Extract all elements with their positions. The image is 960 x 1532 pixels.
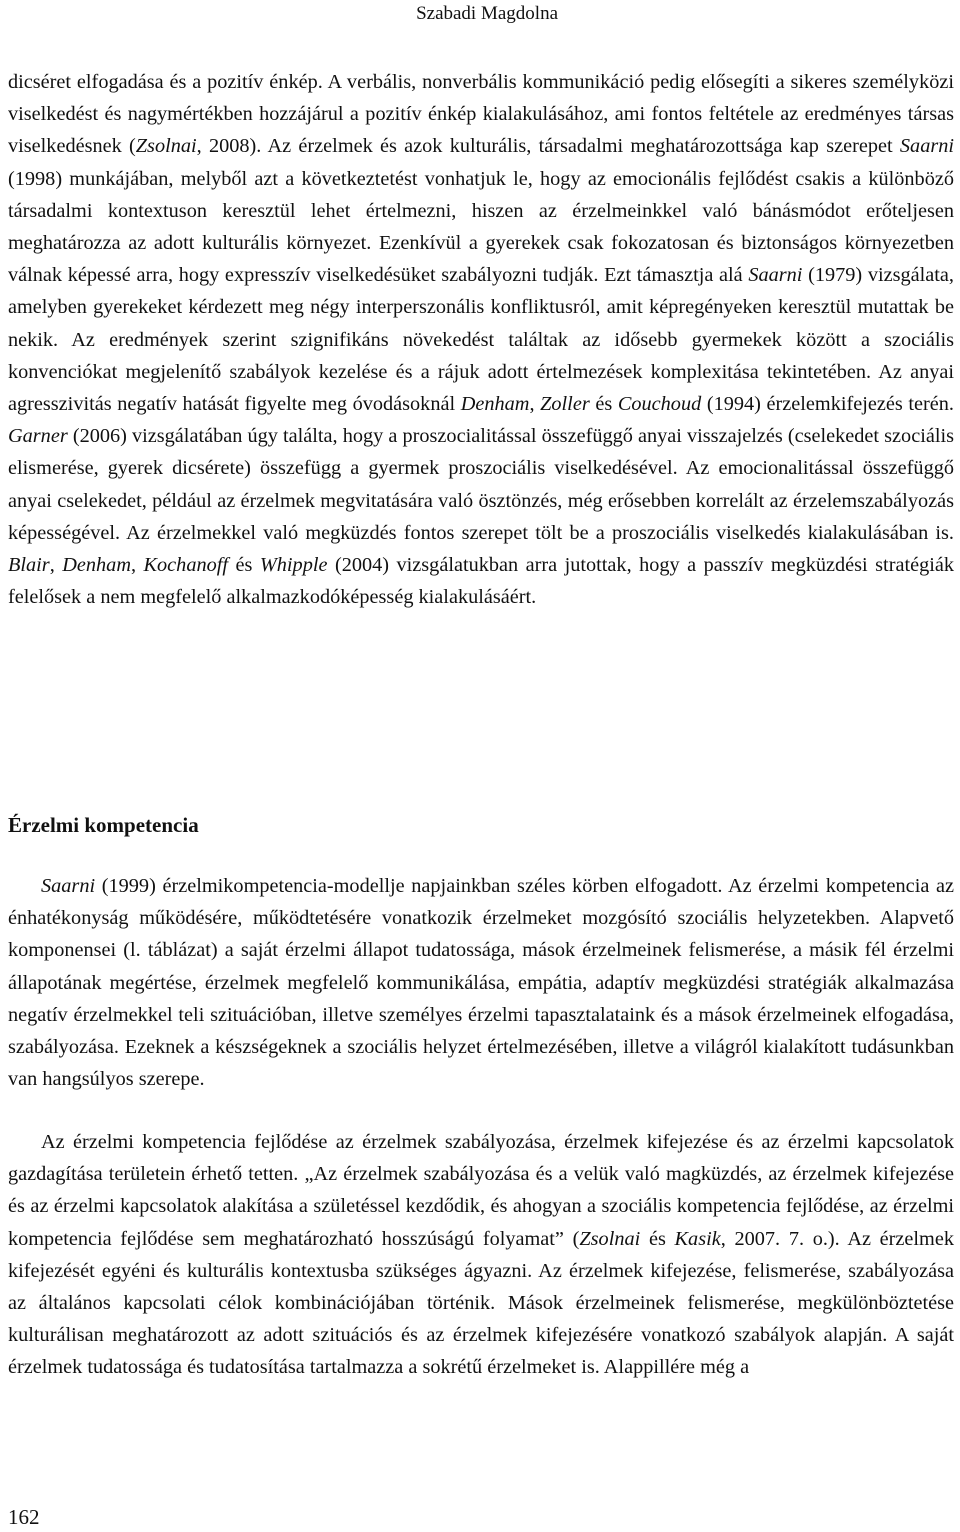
running-head: Szabadi Magdolna — [416, 3, 558, 24]
citation-name: Couchoud — [617, 393, 702, 416]
text-run: , 2008). Az érzelmek és azok kulturális, társadalmi meghatározottsága kap szerepet — [196, 135, 900, 158]
text-run: és — [589, 393, 618, 416]
text-run: , — [49, 554, 63, 577]
text-run: (1999) érzelmikompetencia-modellje napjainkban széles körben elfogadott. Az érzelmi kompetencia az énhatékonyság működésére, működtetésére vonatkozik érzelmeket mozgósító szociális helyzetekben. Alapvető komponensei (l. táblázat) a saját érzelmi állapot tudatossága, mások érzelmeinek felismerése, a másik fél érzelmi állapotának megértése, érzelmek megfelelő kommunikálása, empátia, adaptív megküzdési stratégiák alkalmazása negatív érzelmekkel teli szituációban, illetve személyes érzelmi tapasztalataink és a mások érzelmeinek elfogadása, szabályozása. Ezeknek a készségeknek a szociális helyzet értelmezésében, illetve a világról kialakított tudásunkban van hangsúlyos szerepe. — [8, 875, 954, 1091]
text-run: Az érzelmi kompetencia fejlődése az érzelmek szabályozása, érzelmek kifejezése és az érzelmi kapcsolatok gazdagítása területein érhető tetten. „Az érzelmek szabályozása és a velük való magküzdés, az érzelmek kifejezése és az érzelmi kapcsolatok alakítása a születéssel kezdődik, és ahogyan a szociális kompetencia fejlődése, az érzelmi kompetencia fejlődése sem meghatározható hosszúságú folyamat” ( — [8, 1131, 954, 1250]
citation-name: Zsolnai — [135, 135, 197, 158]
body-paragraph-1 — [8, 66, 954, 613]
citation-name: Saarni — [899, 135, 954, 158]
text-run: (2004) vizsgálatukban arra jutottak, hogy a passzív megküzdési stratégiák felelősek a nem megfelelő alkalmazkodóképesség kialakulásáért. — [8, 554, 955, 609]
text-run: (2006) vizsgálatában úgy találta, hogy a proszocialitással összefüggő anyai visszajelzés (cselekedet szociális elismerése, gyerek dicsérete) összefügg a gyermek proszociális viselkedésével. Az emocionalitással összefüggő anyai cselekedet, például az érzelmek megvitatására való ösztönzés, még erősebben korrelált az érzelemszabályozás képességével. Az érzelmekkel való megküzdés fontos szerepet tölt be a proszociális viselkedés kialakulásában is. — [8, 425, 954, 544]
text-run: (1994) érzelemkifejezés terén. — [701, 393, 954, 416]
citation-name: Blair — [8, 554, 50, 577]
text-run: (1979) vizsgálata, amelyben gyerekeket kérdezett meg négy interperszonális konfliktusról, amit képregényeken keresztül mutattak be nekik. Az eredmények szerint szignifikáns növekedést találtak az idősebb gyermekek között a szociális konvenciókat megjelenítő szabályok kezelése és a rájuk adott értelmezések komplexitása tekintetében. Az anyai agresszivitás negatív hatását figyelte meg óvodásoknál — [8, 264, 954, 416]
citation-name: Whipple — [259, 554, 328, 577]
citation-name: Garner — [8, 425, 68, 448]
citation-name: Denham — [62, 554, 131, 577]
citation-name: Zsolnai — [579, 1227, 641, 1250]
page-number: 162 — [8, 1505, 40, 1529]
text-run: dicséret elfogadása és a pozitív énkép. A verbális, nonverbális kommunikáció pedig elősegíti a sikeres személyközi viselkedést és nagymértékben hozzájárul a pozitív énkép kialakulásához, ami fontos feltétele az eredményes társas viselkedésnek ( — [8, 71, 954, 158]
text-run: (1998) munkájában, melyből azt a következtetést vonhatjuk le, hogy az emocionális fejlődést csakis a különböző társadalmi kontextuson keresztül lehet értelmezni, hiszen az érzelmeinkkel való bánásmódot erőteljesen meghatározza az adott kulturális környezet. Ezenkívül a gyerekek csak fokozatosan és biztonságos környezetben válnak képessé arra, hogy expresszív viselkedésüket szabályozni tudják. Ezt támasztja alá — [8, 167, 954, 287]
section-heading: Érzelmi kompetencia — [8, 813, 199, 837]
text-run: , 2007. 7. o.). Az érzelmek kifejezését egyéni és kulturális kontextusba szükséges ágyazni. Az érzelmek kifejezése, felismerése, szabályozása az általános kapcsolati célok kombinációjában történik. Mások érzelmeinek felismerése, megkülönböztetése kulturálisan meghatározott az adott szituációs és az érzelmek kifejezésére vonatkozó szabályok alapján. A saját érzelmek tudatossága és tudatosítása tartalmazza a sokrétű érzelmeket is. Alappillére még a — [8, 1227, 954, 1379]
citation-name: Denham — [460, 393, 530, 416]
text-run: és — [228, 554, 260, 577]
citation-name: Kasik — [674, 1227, 721, 1250]
citation-name: Saarni — [41, 875, 96, 897]
text-run: , — [529, 393, 541, 416]
citation-name: Zoller — [540, 393, 590, 416]
body-paragraph-3 — [8, 1126, 954, 1384]
citation-name: Saarni — [748, 264, 803, 287]
text-run: és — [640, 1227, 675, 1250]
body-paragraph-2 — [8, 870, 954, 1095]
text-run: , — [130, 554, 144, 577]
citation-name: Kochanoff — [143, 554, 229, 577]
